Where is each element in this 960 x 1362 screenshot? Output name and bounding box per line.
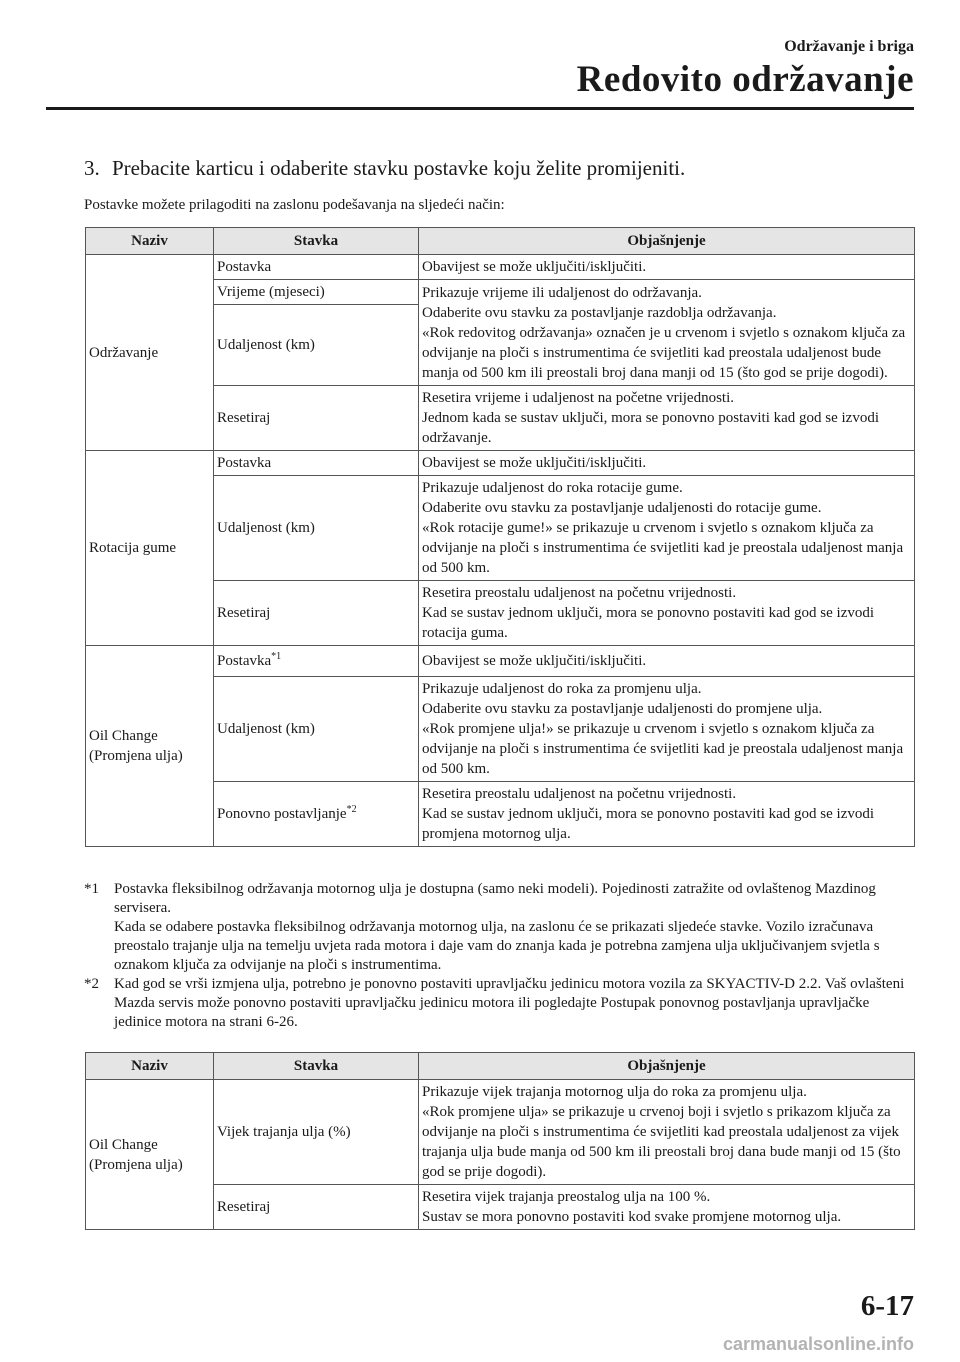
footnotes [84, 880, 914, 1032]
explanation-cell: Prikazuje vrijeme ili udaljenost do održavanja. Odaberite ovu stavku za postavljanje razdoblja održavanja. «Rok redovitog održavanja» označen je u crvenom i svjetlo s oznakom ključa za odvijanje na ploči s instrumentima će svijetliti kad preostala udaljenost bude manja od 500 km ili preostali broj dana manji od 15 (što god se prije dogodi). [419, 280, 915, 386]
col-header-item: Stavka [214, 228, 419, 255]
group-name-cell: Rotacija gume [86, 451, 214, 646]
table-row [86, 646, 915, 677]
table-header-row [86, 1053, 915, 1080]
header-rule [46, 107, 914, 110]
table-row [86, 255, 915, 280]
explanation-cell: Resetira vijek trajanja preostalog ulja na 100 %. Sustav se mora ponovno postaviti kod svake promjene motornog ulja. [419, 1185, 915, 1230]
explanation-cell: Obavijest se može uključiti/isključiti. [419, 255, 915, 280]
item-cell: Postavka [214, 255, 419, 280]
watermark: carmanualsonline.info [722, 1334, 914, 1354]
item-cell: Vijek trajanja ulja (%) [214, 1080, 419, 1185]
item-cell: Resetiraj [214, 386, 419, 451]
item-cell: Resetiraj [214, 1185, 419, 1230]
page-title: Redovito održavanje [576, 59, 914, 100]
section-header: Održavanje i briga [784, 38, 914, 55]
footnote-text: Postavka fleksibilnog održavanja motornog ulja je dostupna (samo neki modeli). Pojedinosti zatražite od ovlaštenog Mazdinog servisera. Kada se odabere postavka fleksibilnog održavanja motornog ulja, na zaslonu će se prikazati sljedeće stavke. Vozilo izračunava preostalo trajanje ulja na temelju uvjeta rada motora i daje vam do znanja kada je potrebna zamjena ulja uključivanjem svjetla s oznakom ključa za odvijanje na ploči s instrumentima. [114, 881, 880, 973]
item-label: Postavka [217, 653, 272, 669]
explanation-cell: Prikazuje udaljenost do roka za promjenu ulja. Odaberite ovu stavku za postavljanje udaljenosti do promjene ulja. «Rok promjene ulja!» se prikazuje u crvenom i svjetlo s oznakom ključa za odvijanje na ploči s instrumentima će svijetliti kad je preostala udaljenost manja od 500 km. [419, 677, 915, 782]
item-cell: Vrijeme (mjeseci) [214, 280, 419, 305]
table-row [86, 1080, 915, 1185]
intro-text: Postavke možete prilagoditi na zaslonu podešavanja na sljedeći način: [84, 197, 505, 213]
step-instruction [84, 156, 685, 181]
footnote-marker: *2 [84, 976, 99, 992]
explanation-cell: Resetira preostalu udaljenost na početnu vrijednosti. Kad se sustav jednom uključi, mora se ponovno postaviti kad god se izvodi promjena motornog ulja. [419, 782, 915, 847]
table-header-row [86, 228, 915, 255]
explanation-cell: Obavijest se može uključiti/isključiti. [419, 451, 915, 476]
explanation-cell: Prikazuje vijek trajanja motornog ulja do roka za promjenu ulja. «Rok promjene ulja» se prikazuje u crvenoj boji i svjetlo s prikazom ključa za odvijanje na ploči s instrumentima će svijetliti kad preostala udaljenost za vijek trajanja ulja bude manja od 500 km ili preostali broj dana bude manji od 15 (što god se prije dogodi). [419, 1080, 915, 1185]
explanation-cell: Resetira preostalu udaljenost na početnu vrijednosti. Kad se sustav jednom uključi, mora se ponovno postaviti kad god se izvodi rotacija guma. [419, 581, 915, 646]
item-cell: Udaljenost (km) [214, 305, 419, 386]
item-cell: Postavka [214, 451, 419, 476]
page-number: 6-17 [860, 1290, 914, 1322]
item-cell [214, 646, 419, 677]
group-name-cell: Oil Change (Promjena ulja) [86, 646, 214, 847]
item-cell: Udaljenost (km) [214, 677, 419, 782]
table-row [86, 451, 915, 476]
item-cell [214, 782, 419, 847]
item-label: Ponovno postavljanje [217, 806, 347, 822]
step-text: Prebacite karticu i odaberite stavku postavke koju želite promijeniti. [112, 156, 686, 180]
explanation-cell: Obavijest se može uključiti/isključiti. [419, 646, 915, 677]
footnote [84, 975, 914, 1032]
footnote-marker: *1 [84, 881, 99, 897]
explanation-cell: Resetira vrijeme i udaljenost na početne vrijednosti. Jednom kada se sustav uključi, mora se ponovno postaviti kad god se izvodi održavanje. [419, 386, 915, 451]
explanation-cell: Prikazuje udaljenost do roka rotacije gume. Odaberite ovu stavku za postavljanje udaljenosti do rotacije gume. «Rok rotacije gume!» se prikazuje u crvenom i svjetlo s oznakom ključa za odvijanje na ploči s instrumentima će svijetliti kad je preostala udaljenost manja od 500 km. [419, 476, 915, 581]
col-header-name: Naziv [86, 228, 214, 255]
group-name-cell: Oil Change (Promjena ulja) [86, 1080, 214, 1230]
step-number: 3. [84, 156, 100, 180]
item-cell: Resetiraj [214, 581, 419, 646]
footnote-text: Kad god se vrši izmjena ulja, potrebno je ponovno postaviti upravljačku jedinicu motora vozila za SKYACTIV-D 2.2. Vaš ovlašteni Mazda servis može ponovno postaviti upravljačku jedinicu motora ili pogledajte Postupak ponovnog postavljanja upravljačke jedinice motora na strani 6-26. [114, 976, 905, 1030]
col-header-explanation: Objašnjenje [419, 228, 915, 255]
group-name-cell: Održavanje [86, 255, 214, 451]
settings-table-1 [85, 227, 915, 847]
col-header-name: Naziv [86, 1053, 214, 1080]
item-cell: Udaljenost (km) [214, 476, 419, 581]
settings-table-2 [85, 1052, 915, 1230]
footnote-ref: *2 [346, 804, 357, 815]
footnote [84, 880, 914, 975]
col-header-item: Stavka [214, 1053, 419, 1080]
col-header-explanation: Objašnjenje [419, 1053, 915, 1080]
footnote-ref: *1 [271, 651, 282, 662]
